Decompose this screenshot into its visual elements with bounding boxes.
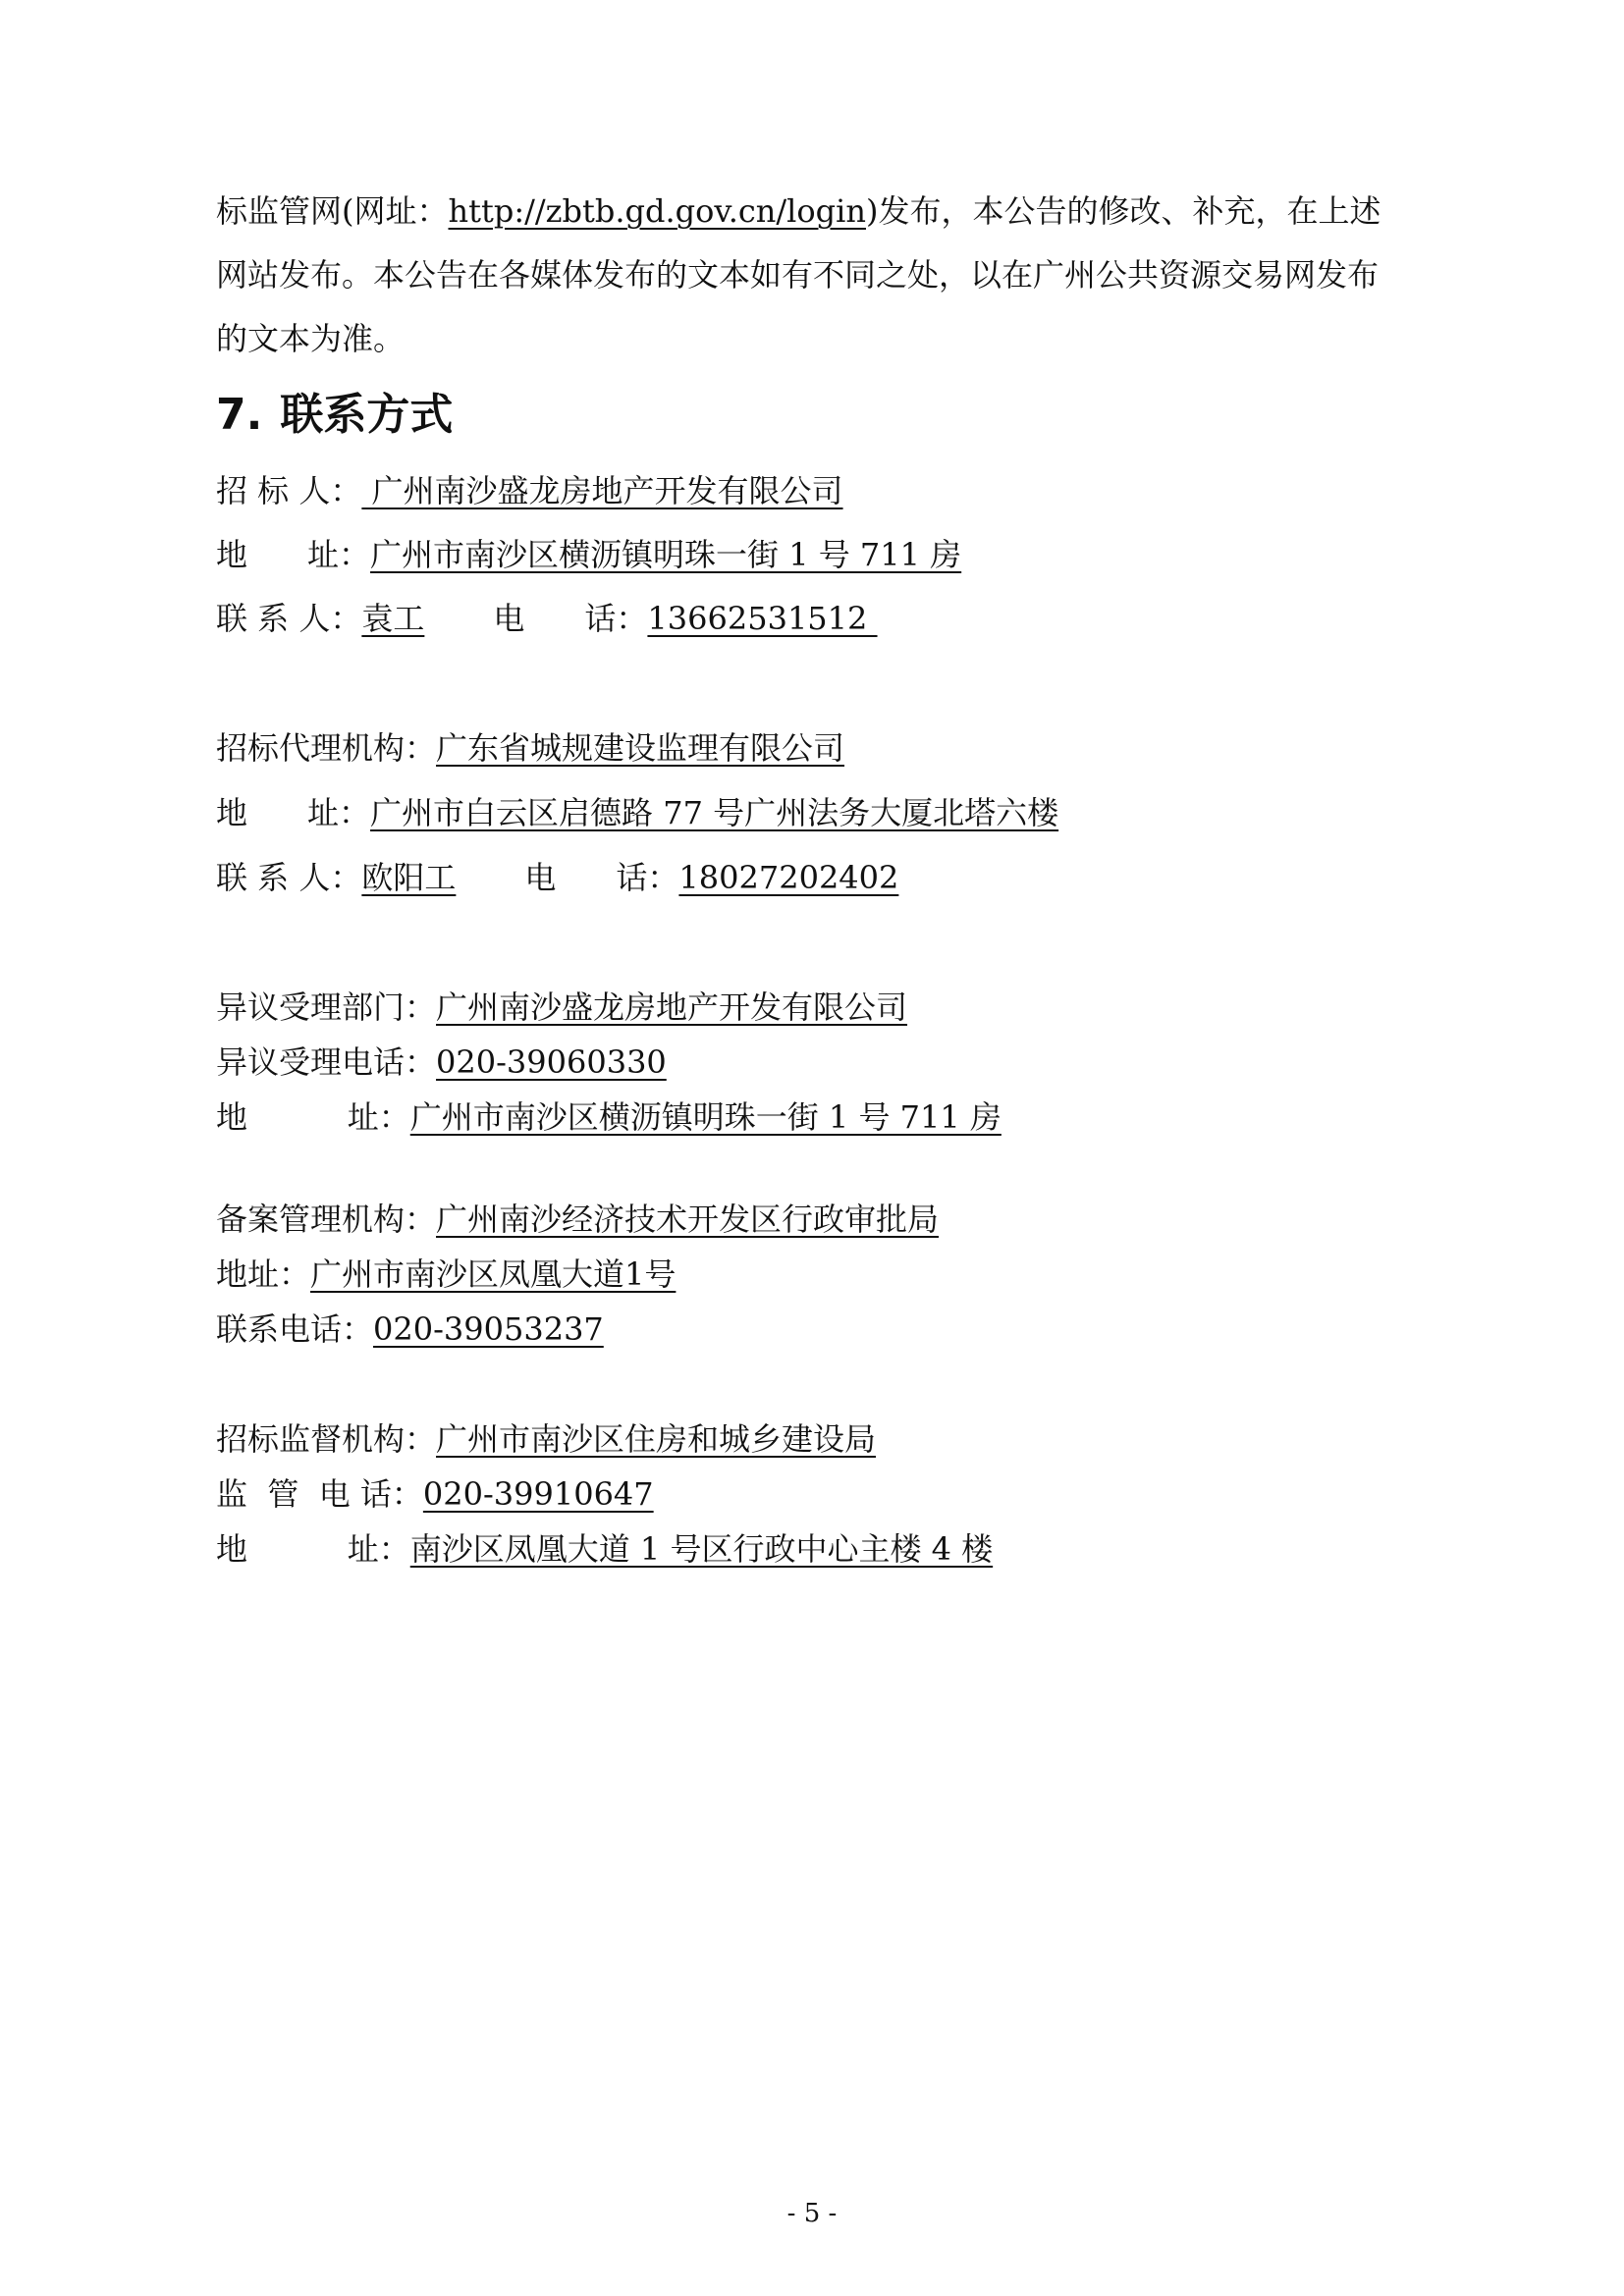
agency-name-label: 招标代理机构： <box>216 729 437 767</box>
objection-phone-label: 异议受理电话： <box>216 1043 437 1081</box>
filing-phone-row <box>216 1309 604 1349</box>
supervision-address-value: 南沙区凤凰大道 1 号区行政中心主楼 4 楼 <box>409 1530 994 1568</box>
filing-org-label: 备案管理机构： <box>216 1201 437 1238</box>
tenderer-phone-value: 13662531512 <box>647 600 878 637</box>
objection-dept-value: 广州南沙盛龙房地产开发有限公司 <box>436 988 908 1026</box>
supervision-org-row <box>216 1419 876 1459</box>
tenderer-contact-row <box>216 599 878 638</box>
objection-phone-row <box>216 1042 667 1082</box>
intro-suffix: )发布，本公告的修改、补充，在上述 <box>866 192 1381 230</box>
tenderer-name-label: 招 标 人： <box>216 472 362 509</box>
supervision-phone-row <box>216 1474 654 1514</box>
objection-address-value: 广州市南沙区横沥镇明珠一街 1 号 711 房 <box>409 1098 1001 1136</box>
intro-line-3: 的文本为准。 <box>216 320 406 357</box>
tenderer-address-row <box>216 535 961 574</box>
tenderer-contact-label: 联 系 人： <box>216 600 362 637</box>
filing-address-row <box>216 1255 676 1294</box>
agency-name-value: 广东省城规建设监理有限公司 <box>436 729 845 767</box>
supervision-org-label: 招标监督机构： <box>216 1420 437 1458</box>
tenderer-address-label: 地 址： <box>216 536 371 573</box>
agency-address-row <box>216 793 1058 832</box>
supervision-phone-value: 020-39910647 <box>422 1475 654 1513</box>
objection-dept-row <box>216 988 907 1027</box>
section-title: 联系方式 <box>280 390 454 440</box>
section-heading <box>216 388 453 443</box>
tenderer-address-value: 广州市南沙区横沥镇明珠一街 1 号 711 房 <box>370 536 962 573</box>
objection-phone-value: 020-39060330 <box>436 1043 667 1081</box>
intro-prefix: 标监管网(网址： <box>216 192 449 230</box>
agency-address-value: 广州市白云区启德路 77 号广州法务大厦北塔六楼 <box>370 794 1059 831</box>
objection-dept-label: 异议受理部门： <box>216 988 437 1026</box>
agency-contact-row <box>216 858 898 897</box>
filing-org-value: 广州南沙经济技术开发区行政审批局 <box>436 1201 940 1238</box>
section-number: 7. <box>216 390 263 440</box>
supervision-address-row <box>216 1529 993 1569</box>
agency-phone-label: 电 话： <box>524 859 679 896</box>
agency-contact-value: 欧阳工 <box>361 859 457 896</box>
intro-url-link[interactable]: http://zbtb.gd.gov.cn/login <box>448 192 866 230</box>
agency-phone-value: 18027202402 <box>678 859 899 896</box>
filing-org-row <box>216 1200 939 1239</box>
intro-line-1 <box>216 191 1381 231</box>
objection-address-row <box>216 1097 1001 1137</box>
agency-address-label: 地 址： <box>216 794 371 831</box>
tenderer-phone-label: 电 话： <box>493 600 648 637</box>
tenderer-name-value: 广州南沙盛龙房地产开发有限公司 <box>361 472 843 509</box>
filing-phone-value: 020-39053237 <box>373 1310 604 1348</box>
page-number: - 5 - <box>786 2199 838 2228</box>
tenderer-name-row <box>216 471 843 510</box>
agency-contact-label: 联 系 人： <box>216 859 362 896</box>
intro-line-2: 网站发布。本公告在各媒体发布的文本如有不同之处，以在广州公共资源交易网发布 <box>216 256 1380 294</box>
supervision-address-label: 地 址： <box>216 1530 410 1568</box>
tenderer-contact-value: 袁工 <box>361 600 425 637</box>
filing-address-value: 广州市南沙区凤凰大道1号 <box>310 1255 677 1293</box>
agency-name-row <box>216 728 844 768</box>
objection-address-label: 地 址： <box>216 1098 410 1136</box>
filing-phone-label: 联系电话： <box>216 1310 374 1348</box>
filing-address-label: 地址： <box>216 1255 311 1293</box>
supervision-phone-label: 监 管 电 话： <box>216 1475 423 1513</box>
supervision-org-value: 广州市南沙区住房和城乡建设局 <box>436 1420 877 1458</box>
